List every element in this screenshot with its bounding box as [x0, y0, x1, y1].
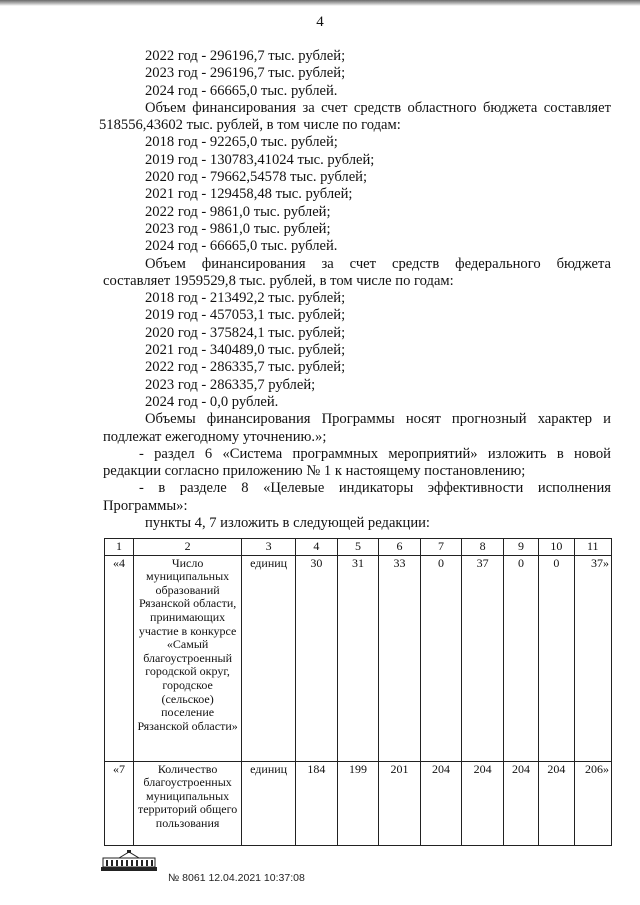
value-cell: 30 [296, 555, 338, 761]
value-cell: 37» [574, 555, 612, 761]
value-cell: 0 [503, 555, 538, 761]
regional-year-line: 2023 год - 9861,0 тыс. рублей; [145, 220, 331, 237]
indicator-name: Количество благоустроенных муниципальных территорий общего пользования [134, 761, 242, 845]
document-body [99, 48, 611, 532]
financing-note: Объемы финансирования Программы носят прогнозный характер и [145, 411, 611, 428]
federal-year-line: 2024 год - 0,0 рублей. [145, 393, 279, 410]
column-header: 6 [379, 539, 421, 556]
table-header-row [105, 539, 612, 556]
federal-budget-total: составляет 1959529,8 тыс. рублей, в том числе по годам: [103, 272, 454, 289]
scan-top-edge [0, 0, 640, 6]
financing-note-cont: подлежат ежегодному уточнению.»; [103, 428, 327, 445]
federal-year-line: 2021 год - 340489,0 тыс. рублей; [145, 342, 346, 359]
year-line: 2022 год - 296196,7 тыс. рублей; [145, 48, 346, 64]
federal-year-line: 2018 год - 213492,2 тыс. рублей; [145, 290, 346, 307]
section-6-amendment: - раздел 6 «Система программных мероприятий» изложить в новой [139, 445, 611, 462]
column-header: 3 [242, 539, 296, 556]
column-header: 9 [503, 539, 538, 556]
column-header: 11 [574, 539, 612, 556]
regional-year-line: 2020 год - 79662,54578 тыс. рублей; [145, 169, 368, 186]
column-header: 8 [462, 539, 504, 556]
table-row [105, 555, 612, 761]
table-row [105, 761, 612, 845]
federal-year-line: 2019 год - 457053,1 тыс. рублей; [145, 307, 346, 324]
regional-year-line: 2022 год - 9861,0 тыс. рублей; [145, 203, 331, 220]
column-header: 2 [134, 539, 242, 556]
column-header: 7 [420, 539, 462, 556]
value-cell: 199 [337, 761, 379, 845]
indicator-name: Число муниципальных образований Рязанской области, принимающих участие в конкурсе «Самый благоустроенный городской округ, городское (сельское) поселение Рязанской области» [134, 555, 242, 761]
page-number: 4 [316, 14, 324, 30]
value-cell: 37 [462, 555, 504, 761]
registration-stamp: № 8061 12.04.2021 10:37:08 [168, 872, 305, 884]
column-header: 10 [539, 539, 574, 556]
value-cell: 204 [462, 761, 504, 845]
value-cell: 204 [503, 761, 538, 845]
regional-year-line: 2021 год - 129458,48 тыс. рублей; [145, 186, 353, 203]
value-cell: 201 [379, 761, 421, 845]
value-cell: 204 [539, 761, 574, 845]
row-number: «4 [105, 555, 134, 761]
regional-year-line: 2024 год - 66665,0 тыс. рублей. [145, 238, 338, 255]
points-intro: пункты 4, 7 изложить в следующей редакции: [145, 515, 430, 532]
column-header: 1 [105, 539, 134, 556]
year-line: 2023 год - 296196,7 тыс. рублей; [145, 65, 346, 82]
regional-year-line: 2019 год - 130783,41024 тыс. рублей; [145, 151, 375, 168]
regional-budget-intro: Объем финансирования за счет средств областного бюджета составляет [145, 99, 611, 116]
column-header: 5 [337, 539, 379, 556]
value-cell: 204 [420, 761, 462, 845]
federal-year-line: 2020 год - 375824,1 тыс. рублей; [145, 324, 346, 341]
column-header: 4 [296, 539, 338, 556]
year-line: 2024 год - 66665,0 тыс. рублей. [145, 82, 338, 99]
section-8-amendment-cont: Программы»: [103, 497, 188, 514]
section-6-amendment-cont: редакции согласно приложению № 1 к настоящему постановлению; [103, 463, 526, 480]
value-cell: 33 [379, 555, 421, 761]
value-cell: 184 [296, 761, 338, 845]
unit-cell: единиц [242, 761, 296, 845]
value-cell: 0 [539, 555, 574, 761]
section-8-amendment: - в разделе 8 «Целевые индикаторы эффективности исполнения [139, 480, 611, 497]
value-cell: 206» [574, 761, 612, 845]
federal-year-line: 2023 год - 286335,7 рублей; [145, 376, 316, 393]
regional-budget-total: 518556,43602 тыс. рублей, в том числе по годам: [99, 117, 401, 134]
indicators-table [104, 538, 612, 846]
regional-year-line: 2018 год - 92265,0 тыс. рублей; [145, 134, 338, 151]
unit-cell: единиц [242, 555, 296, 761]
federal-year-line: 2022 год - 286335,7 тыс. рублей; [145, 359, 346, 376]
row-number: «7 [105, 761, 134, 845]
value-cell: 31 [337, 555, 379, 761]
federal-budget-intro: Объем финансирования за счет средств федерального бюджета [145, 255, 611, 272]
value-cell: 0 [420, 555, 462, 761]
government-building-logo [101, 850, 157, 872]
